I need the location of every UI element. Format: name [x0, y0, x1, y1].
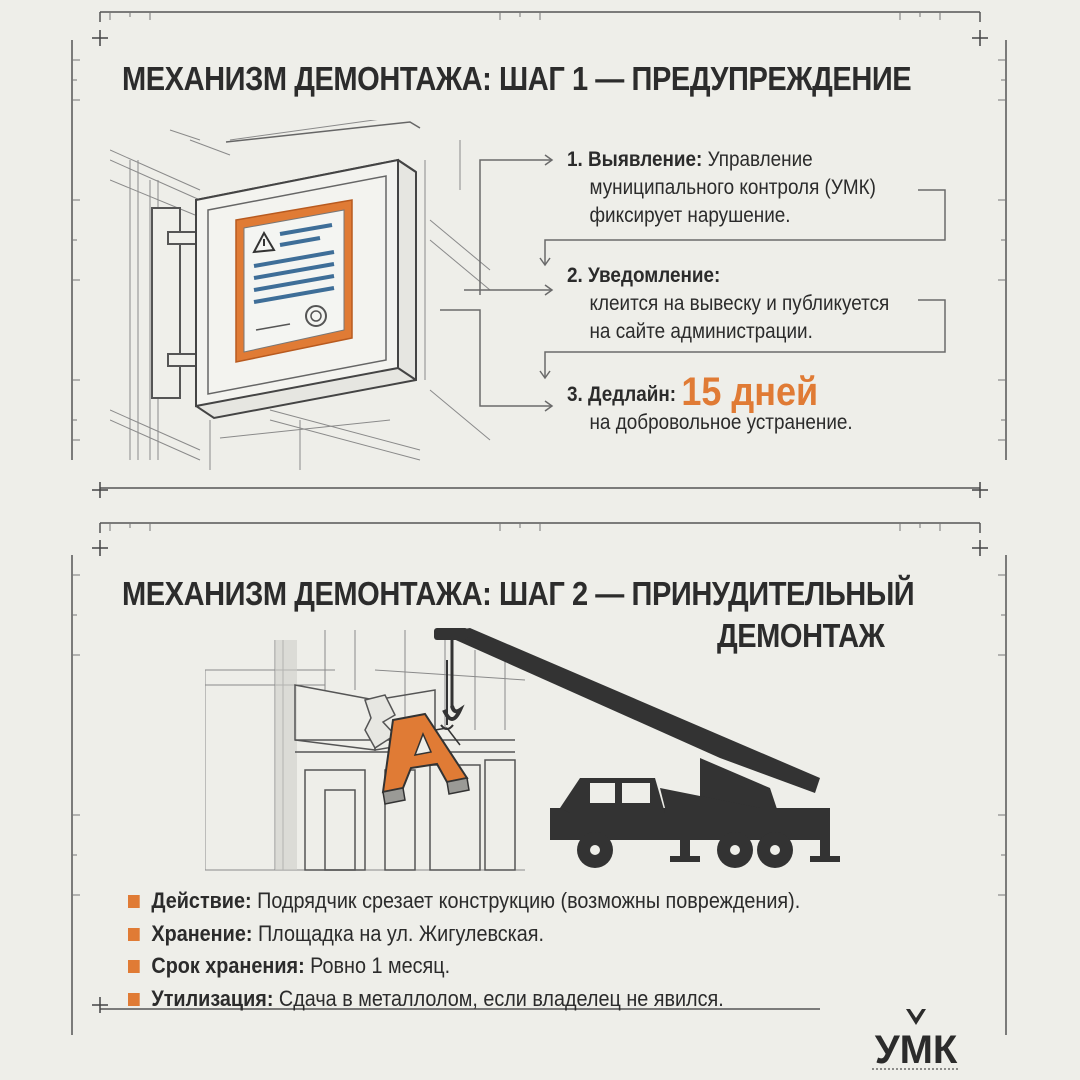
bullet-text: Сдача в металлолом, если владелец не явился.	[278, 985, 724, 1011]
step1-text-line: Управление	[707, 148, 813, 171]
bullet-storage-period	[128, 950, 800, 983]
step2-number: 2.	[567, 264, 583, 287]
bullet-square-icon	[128, 960, 140, 973]
bullet-text: Площадка на ул. Жигулевская.	[257, 920, 545, 946]
step3-label: Дедлайн:	[588, 383, 677, 406]
logo-text: УМК	[874, 1028, 958, 1072]
bullet-label: Хранение:	[151, 920, 253, 946]
step3-text-line: на добровольное устранение.	[589, 411, 853, 434]
step1-item-notification	[567, 262, 889, 346]
step1-panel	[0, 0, 1080, 510]
bullet-storage	[128, 918, 800, 951]
bullet-text: Ровно 1 месяц.	[310, 953, 451, 978]
bullet-label: Действие:	[151, 888, 252, 913]
step1-item-deadline	[567, 370, 853, 437]
bullet-square-icon	[128, 993, 140, 1006]
step1-number: 1.	[567, 148, 583, 171]
step1-title: МЕХАНИЗМ ДЕМОНТАЖА: ШАГ 1 — ПРЕДУПРЕЖДЕНИЕ	[122, 60, 912, 97]
umk-logo	[866, 1005, 966, 1075]
step2-bullet-list	[128, 885, 800, 1015]
step2-title-line1: МЕХАНИЗМ ДЕМОНТАЖА: ШАГ 2 — ПРИНУДИТЕЛЬНЫЙ	[122, 575, 915, 612]
bullet-label: Срок хранения:	[151, 953, 305, 978]
crane-truck-icon	[430, 628, 850, 873]
bullet-label: Утилизация:	[151, 985, 274, 1011]
bullet-disposal	[128, 983, 800, 1016]
deadline-highlight: 15 дней	[681, 370, 819, 414]
step2-label: Уведомление:	[588, 264, 721, 287]
step1-label: Выявление:	[588, 148, 703, 171]
bullet-square-icon	[128, 928, 140, 941]
step2-text-line: на сайте администрации.	[589, 320, 813, 343]
bullet-action	[128, 885, 800, 918]
step1-text-line: фиксирует нарушение.	[589, 204, 791, 227]
step2-title-line2: ДЕМОНТАЖ	[717, 617, 885, 654]
step3-number: 3.	[567, 383, 583, 406]
bullet-text: Подрядчик срезает конструкцию (возможны повреждения).	[257, 888, 801, 913]
step1-text-line: муниципального контроля (УМК)	[589, 176, 876, 199]
step1-item-detection	[567, 146, 876, 230]
bullet-square-icon	[128, 895, 140, 908]
step2-text-line: клеится на вывеску и публикуется	[589, 292, 890, 315]
